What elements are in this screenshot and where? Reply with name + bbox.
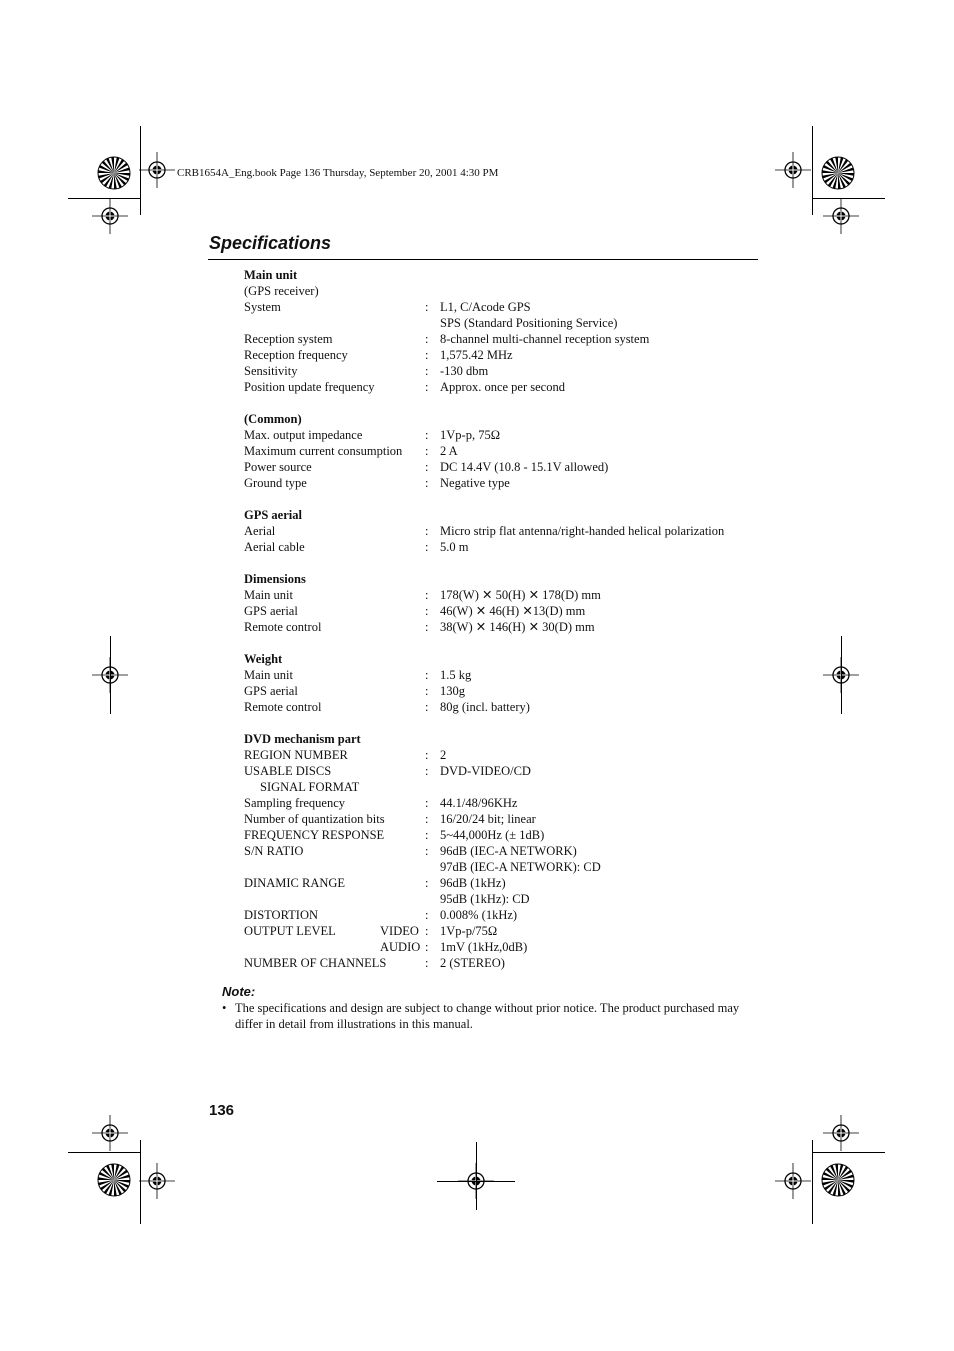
- spec-separator: :: [425, 924, 429, 938]
- section-heading: (Common): [244, 412, 302, 426]
- spec-row: [0, 475, 954, 491]
- spec-label: GPS aerial: [244, 604, 298, 618]
- spec-value: 16/20/24 bit; linear: [440, 812, 536, 826]
- note-bullet: •: [222, 1001, 227, 1015]
- spec-separator: :: [425, 348, 429, 362]
- spec-separator: :: [425, 684, 429, 698]
- spec-separator: :: [425, 460, 429, 474]
- spec-sublabel: VIDEO: [380, 924, 419, 938]
- spec-value: 8-channel multi-channel reception system: [440, 332, 650, 346]
- spec-row: [0, 315, 954, 331]
- spec-label: Reception system: [244, 332, 333, 346]
- spec-separator: :: [425, 700, 429, 714]
- spec-value: -130 dbm: [440, 364, 489, 378]
- spec-separator: :: [425, 668, 429, 682]
- spec-value: 0.008% (1kHz): [440, 908, 518, 922]
- spec-row: [0, 811, 954, 827]
- spec-row: [0, 587, 954, 603]
- spec-label: DINAMIC RANGE: [244, 876, 346, 890]
- spec-value: 80g (incl. battery): [440, 700, 530, 714]
- spec-row: [0, 779, 954, 795]
- spec-row: [0, 427, 954, 443]
- spec-separator: :: [425, 940, 429, 954]
- spec-label: Ground type: [244, 476, 307, 490]
- spec-label: GPS aerial: [244, 684, 298, 698]
- spec-separator: :: [425, 844, 429, 858]
- spec-value: Approx. once per second: [440, 380, 565, 394]
- spec-separator: :: [425, 380, 429, 394]
- section-heading: Main unit: [244, 268, 298, 282]
- spec-row: [0, 619, 954, 635]
- spec-separator: :: [425, 428, 429, 442]
- spec-label: Remote control: [244, 620, 322, 634]
- note-heading: Note:: [222, 984, 256, 999]
- spec-separator: :: [425, 524, 429, 538]
- spec-label: USABLE DISCS: [244, 764, 332, 778]
- spec-separator: :: [425, 764, 429, 778]
- spec-label: Sampling frequency: [244, 796, 346, 810]
- spec-separator: :: [425, 876, 429, 890]
- spec-row: [0, 891, 954, 907]
- spec-label: DISTORTION: [244, 908, 319, 922]
- spec-label: Power source: [244, 460, 312, 474]
- spec-label: Maximum current consumption: [244, 444, 403, 458]
- spec-separator: :: [425, 908, 429, 922]
- spec-value: 5.0 m: [440, 540, 469, 554]
- spec-row: [0, 539, 954, 555]
- spec-value: 1Vp-p/75Ω: [440, 924, 498, 938]
- spec-row: [0, 763, 954, 779]
- spec-value: 1mV (1kHz,0dB): [440, 940, 528, 954]
- spec-value: 5~44,000Hz (± 1dB): [440, 828, 545, 842]
- spec-separator: :: [425, 444, 429, 458]
- spec-row: [0, 603, 954, 619]
- spec-value: 2 (STEREO): [440, 956, 505, 970]
- spec-separator: :: [425, 332, 429, 346]
- spec-value: 130g: [440, 684, 465, 698]
- section-heading: Weight: [244, 652, 283, 666]
- spec-separator: :: [425, 476, 429, 490]
- spec-row: [0, 747, 954, 763]
- spec-value: 1Vp-p, 75Ω: [440, 428, 500, 442]
- spec-value: 1.5 kg: [440, 668, 472, 682]
- spec-row: [0, 363, 954, 379]
- section-heading: Dimensions: [244, 572, 306, 586]
- spec-label: Sensitivity: [244, 364, 298, 378]
- spec-row: [0, 283, 954, 299]
- spec-label: Aerial cable: [244, 540, 305, 554]
- spec-row: [0, 939, 954, 955]
- spec-label: S/N RATIO: [244, 844, 304, 858]
- spec-row: [0, 875, 954, 891]
- page-number: 136: [209, 1102, 235, 1119]
- spec-label: Main unit: [244, 668, 293, 682]
- spec-separator: :: [425, 540, 429, 554]
- spec-value: 44.1/48/96KHz: [440, 796, 518, 810]
- spec-label: Reception frequency: [244, 348, 348, 362]
- spec-row: [0, 699, 954, 715]
- spec-value: 96dB (1kHz): [440, 876, 506, 890]
- spec-row: [0, 827, 954, 843]
- spec-row: [0, 795, 954, 811]
- spec-value: 38(W) ✕ 146(H) ✕ 30(D) mm: [440, 620, 595, 634]
- spec-sublabel: AUDIO: [380, 940, 421, 954]
- spec-separator: :: [425, 604, 429, 618]
- spec-row: [0, 443, 954, 459]
- spec-value: SPS (Standard Positioning Service): [440, 316, 618, 330]
- spec-row: [0, 667, 954, 683]
- spec-value: 178(W) ✕ 50(H) ✕ 178(D) mm: [440, 588, 601, 602]
- spec-label: Position update frequency: [244, 380, 375, 394]
- spec-value: Micro strip flat antenna/right-handed helical polarization: [440, 524, 725, 538]
- spec-row: [0, 843, 954, 859]
- spec-separator: :: [425, 364, 429, 378]
- spec-row: [0, 379, 954, 395]
- spec-row: [0, 299, 954, 315]
- spec-value: 2: [440, 748, 447, 762]
- spec-label: REGION NUMBER: [244, 748, 348, 762]
- spec-label: Number of quantization bits: [244, 812, 385, 826]
- spec-value: 1,575.42 MHz: [440, 348, 513, 362]
- print-header-info: CRB1654A_Eng.book Page 136 Thursday, September 20, 2001 4:30 PM: [177, 167, 499, 179]
- spec-row: [0, 859, 954, 875]
- spec-value: DC 14.4V (10.8 - 15.1V allowed): [440, 460, 609, 474]
- spec-separator: :: [425, 828, 429, 842]
- spec-label: Remote control: [244, 700, 322, 714]
- spec-separator: :: [425, 956, 429, 970]
- page-title: Specifications: [209, 233, 332, 253]
- note-text: The specifications and design are subject to change without prior notice. The product purchased may differ in detail from illustrations in this manual.: [235, 1001, 740, 1031]
- spec-value: DVD-VIDEO/CD: [440, 764, 531, 778]
- spec-label: NUMBER OF CHANNELS: [244, 956, 387, 970]
- section-heading: DVD mechanism part: [244, 732, 361, 746]
- spec-value: 96dB (IEC-A NETWORK): [440, 844, 577, 858]
- spec-label: Main unit: [244, 588, 293, 602]
- spec-row: [0, 923, 954, 939]
- spec-separator: :: [425, 620, 429, 634]
- spec-value: 95dB (1kHz): CD: [440, 892, 530, 906]
- spec-row: [0, 523, 954, 539]
- spec-label: (GPS receiver): [244, 284, 319, 298]
- spec-row: [0, 459, 954, 475]
- spec-separator: :: [425, 812, 429, 826]
- spec-row: [0, 907, 954, 923]
- spec-label: Aerial: [244, 524, 276, 538]
- spec-row: [0, 683, 954, 699]
- spec-value: 2 A: [440, 444, 458, 458]
- spec-label: FREQUENCY RESPONSE: [244, 828, 385, 842]
- spec-separator: :: [425, 588, 429, 602]
- spec-row: [0, 331, 954, 347]
- spec-row: [0, 955, 954, 971]
- spec-separator: :: [425, 300, 429, 314]
- spec-value: 97dB (IEC-A NETWORK): CD: [440, 860, 601, 874]
- spec-separator: :: [425, 796, 429, 810]
- spec-label: Max. output impedance: [244, 428, 363, 442]
- spec-label: System: [244, 300, 281, 314]
- spec-value: 46(W) ✕ 46(H) ✕13(D) mm: [440, 604, 586, 618]
- spec-value: Negative type: [440, 476, 510, 490]
- section-heading: GPS aerial: [244, 508, 302, 522]
- spec-label: OUTPUT LEVEL: [244, 924, 336, 938]
- spec-label: SIGNAL FORMAT: [260, 780, 360, 794]
- spec-separator: :: [425, 748, 429, 762]
- spec-value: L1, C/Acode GPS: [440, 300, 531, 314]
- spec-row: [0, 347, 954, 363]
